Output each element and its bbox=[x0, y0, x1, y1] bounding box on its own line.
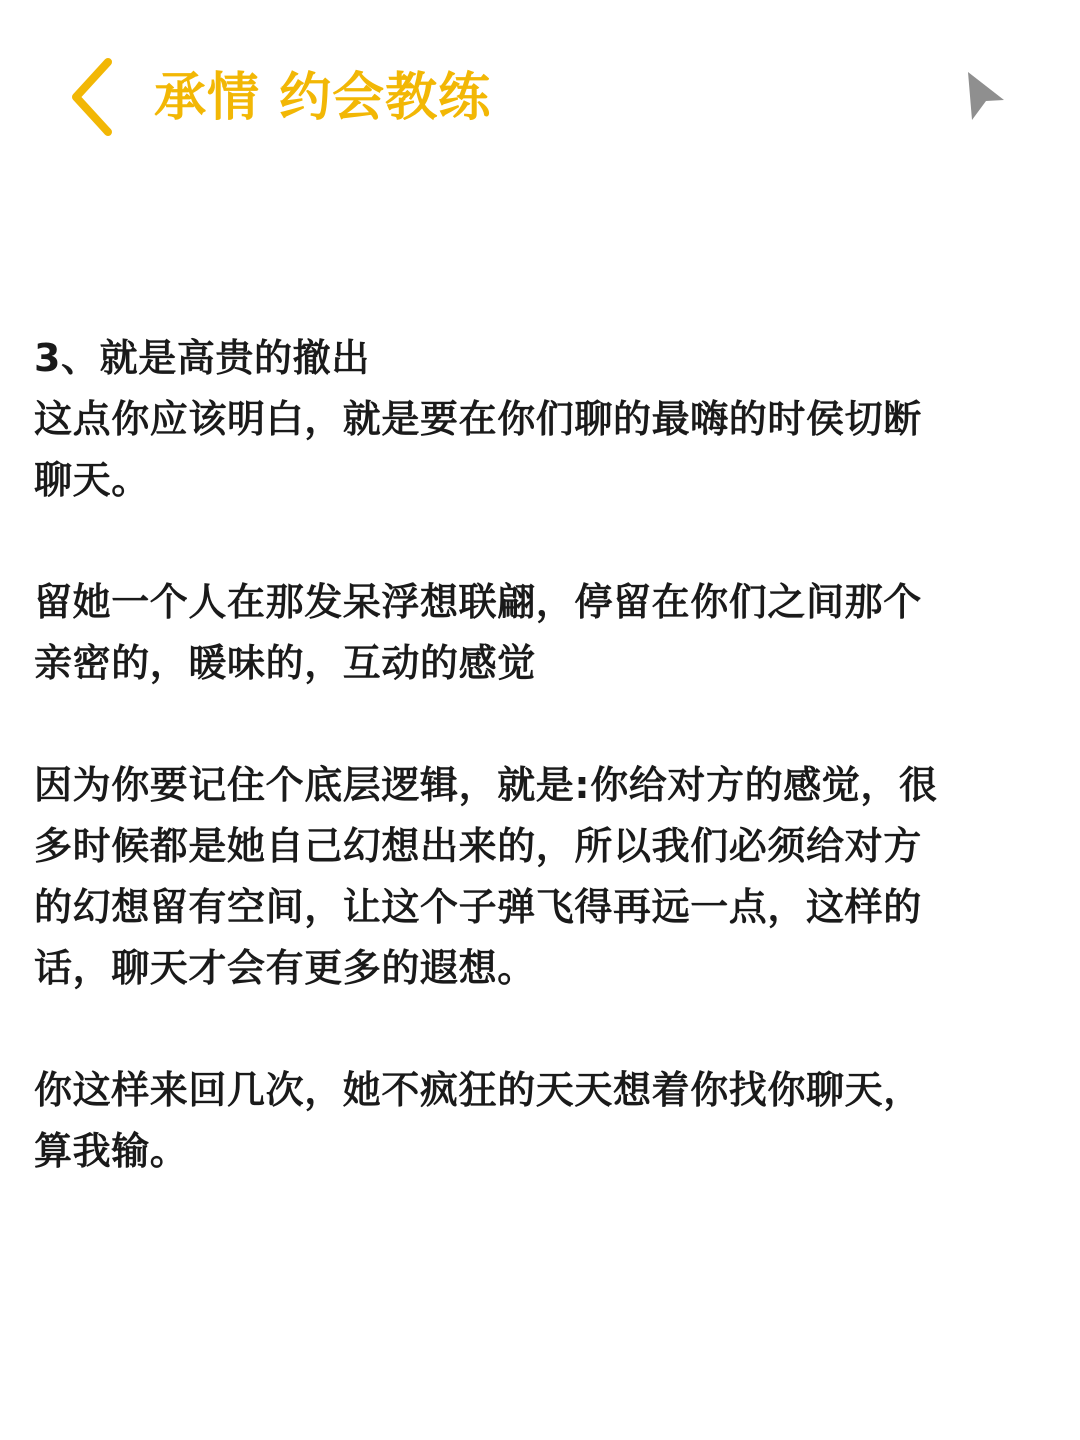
paragraph-1-line-1: 这点你应该明白，就是要在你们聊的最嗨的时侯切断 bbox=[34, 397, 922, 441]
share-button[interactable] bbox=[960, 68, 1012, 126]
paragraph-1-line-2: 聊天。 bbox=[34, 458, 150, 502]
chevron-left-icon bbox=[58, 52, 128, 142]
paragraph-2-line-2: 亲密的，暖味的，互动的感觉 bbox=[34, 641, 536, 685]
paragraph-4-line-2: 算我输。 bbox=[34, 1129, 189, 1173]
page-title: 承情 约会教练 bbox=[154, 68, 492, 128]
paragraph-3-line-3: 的幻想留有空间，让这个子弹飞得再远一点，这样的 bbox=[34, 885, 922, 929]
paragraph-spacer bbox=[34, 999, 1044, 1060]
arrow-pointer-icon bbox=[960, 68, 1012, 126]
article-heading: 3、就是高贵的撤出 bbox=[34, 336, 370, 380]
top-bar bbox=[0, 0, 1080, 200]
paragraph-3-line-4: 话，聊天才会有更多的遐想。 bbox=[34, 946, 536, 990]
back-button[interactable] bbox=[58, 52, 128, 142]
article-body bbox=[34, 328, 1044, 1182]
paragraph-4-line-1: 你这样来回几次，她不疯狂的天天想着你找你聊天， bbox=[34, 1068, 922, 1112]
paragraph-spacer bbox=[34, 511, 1044, 572]
paragraph-3-line-1: 因为你要记住个底层逻辑，就是:你给对方的感觉，很 bbox=[34, 763, 938, 807]
paragraph-3-line-2: 多时候都是她自己幻想出来的，所以我们必须给对方 bbox=[34, 824, 922, 868]
paragraph-spacer bbox=[34, 694, 1044, 755]
paragraph-2-line-1: 留她一个人在那发呆浮想联翩，停留在你们之间那个 bbox=[34, 580, 922, 624]
